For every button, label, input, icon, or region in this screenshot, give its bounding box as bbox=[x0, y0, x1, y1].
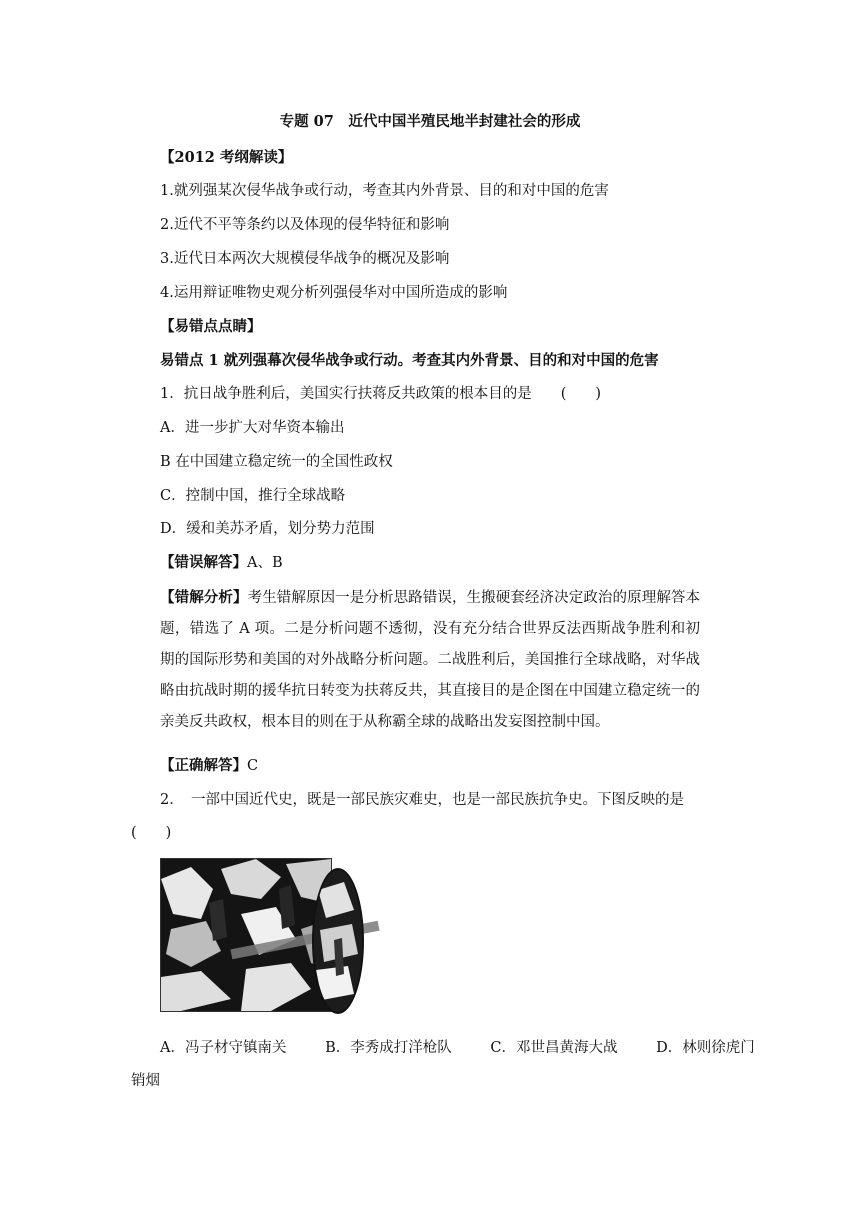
error-point-heading: 易错点 1 就列强幕次侵华战争或行动。考查其内外背景、目的和对中国的危害 bbox=[160, 352, 659, 369]
correct-answer-line bbox=[160, 756, 258, 776]
error-analysis-paragraph bbox=[160, 582, 700, 738]
question-1-stem: 1．抗日战争胜利后，美国实行扶蒋反共政策的根本目的是 ( ) bbox=[160, 386, 602, 402]
section-heading-errors: 【易错点点睛】 bbox=[160, 318, 262, 335]
question-2-option-a: A．冯子材守镇南关 bbox=[160, 1040, 287, 1056]
question-2-option-d: D．林则徐虎门 bbox=[656, 1040, 755, 1056]
correct-answer-label: 【正确解答】 bbox=[160, 757, 247, 774]
question-1-option-a: A．进一步扩大对华资本输出 bbox=[160, 420, 345, 436]
page-title: 专题 07 近代中国半殖民地半封建社会的形成 bbox=[279, 113, 581, 130]
photo-inset-oval bbox=[312, 868, 364, 1014]
wrong-answer-value: A、B bbox=[247, 555, 283, 571]
outline-item: 3.近代日本两次大规模侵华战争的概况及影响 bbox=[160, 251, 450, 267]
outline-item: 4.运用辩证唯物史观分析列强侵华对中国所造成的影响 bbox=[160, 285, 508, 301]
question-1-option-c: C．控制中国，推行全球战略 bbox=[160, 488, 346, 504]
question-2-stem: 2． 一部中国近代史，既是一部民族灾难史，也是一部民族抗争史。下图反映的是 bbox=[160, 792, 684, 808]
outline-item: 2.近代不平等条约以及体现的侵华特征和影响 bbox=[160, 217, 450, 233]
question-2-option-b: B．李秀成打洋枪队 bbox=[325, 1040, 452, 1056]
question-2-option-c: C．邓世昌黄海大战 bbox=[490, 1040, 618, 1056]
question-2-options bbox=[160, 1038, 755, 1058]
question-2-stem-tail: ( ) bbox=[131, 825, 172, 841]
question-2-option-d-wrap: 销烟 bbox=[131, 1073, 160, 1089]
error-analysis-text: 考生错解原因一是分析思路错误，生搬硬套经济决定政治的原理解答本题，错选了 A 项。二是分析问题不透彻，没有充分结合世界反法西斯战争胜利和初期的国际形势和美国的对外战略分析问题。二战胜利后，美国推行全球战略，对华战略由抗战时期的援华抗日转变为扶蒋反共，其直接目的是企图在中国建立稳定统一的亲美反共政权，根本目的则在于从称霸全球的战略出发妄图控制中国。 bbox=[160, 590, 701, 730]
wrong-answer-line bbox=[160, 553, 283, 573]
outline-item: 1.就列强某次侵华战争或行动，考查其内外背景、目的和对中国的危害 bbox=[160, 183, 609, 199]
inset-scene bbox=[314, 870, 362, 1012]
section-heading-outline: 【2012 考纲解读】 bbox=[160, 149, 293, 166]
wrong-answer-label: 【错误解答】 bbox=[160, 554, 247, 571]
correct-answer-value: C bbox=[247, 758, 259, 774]
question-1-option-b: B 在中国建立稳定统一的全国性政权 bbox=[160, 454, 393, 470]
question-1-option-d: D．缓和美苏矛盾，划分势力范围 bbox=[160, 521, 375, 537]
error-analysis-label: 【错解分析】 bbox=[160, 589, 248, 606]
